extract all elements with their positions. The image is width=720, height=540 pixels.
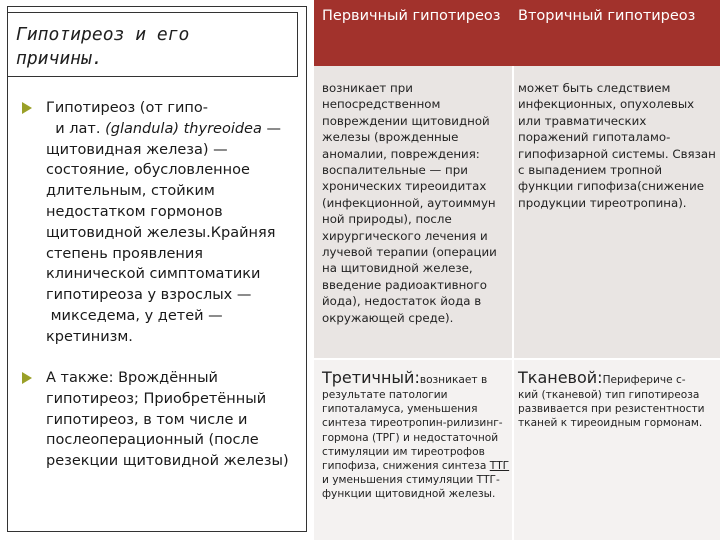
slide-title-line2: причины. [16, 48, 103, 69]
definition-part4: — щитовидная железа) — состояние, обусловленное длительным, стойким недостатком гормонов щитовидной железы.Крайняя степень проявления клинической симптоматики гипотиреоза у взрослых — [46, 120, 281, 304]
triangle-bullet-icon [22, 372, 32, 384]
cell-primary-text: возникает при непосредственном повреждении щитовидной железы (врожденные аномалии, повреждения: воспалительные — при хронических тиреоидитах (инфекционной, аутоиммун ной природы), после хирургического лечения и лучевой терапии (операции на щитовидной железе, введение радиоактивного йода), недостаток йода в окружающей среде). [322, 81, 497, 325]
definition-part1: Гипотиреоз (от гипо- [46, 100, 209, 116]
tertiary-text-b: и уменьшения стимуляции ТТГ-функции щитовидной железы. [322, 474, 500, 501]
tertiary-text-a: результате патологии гипоталамуса, уменьшения синтеза тиреотропин-рилизинг-гормона (ТРГ) и недостаточной стимуляции им тиреотрофов гипофиза, снижения синтеза [322, 389, 503, 473]
definition-part2: и лат. [46, 120, 106, 137]
cell-tertiary [322, 368, 512, 502]
triangle-bullet-icon [22, 102, 32, 114]
bullet-definition-text [46, 98, 296, 348]
column-divider [512, 66, 514, 540]
tertiary-lead: возникает в [419, 374, 488, 386]
header-primary: Первичный гипотиреоз [322, 8, 501, 24]
definition-latin: (glandula) thyreoidea [105, 120, 262, 137]
tissue-lead: Перифериче с- [602, 374, 686, 386]
header-secondary: Вторичный гипотиреоз [518, 8, 696, 24]
tertiary-title: Третичный: [322, 368, 420, 387]
hypothyroid-types-table [314, 0, 720, 540]
slide-title-line1: Гипотиреоз и его [16, 24, 190, 45]
cell-secondary-text: может быть следствием инфекционных, опухолевых или травматических поражений гипоталамо-гипофизарной системы. Связан с выпадением тропной функции гипофиза(снижение продукции тиреотропина). [518, 81, 716, 210]
tissue-text: кий (тканевой) тип гипотиреоза развивается при резистентности тканей к тиреоидным гормонам. [518, 389, 705, 430]
cell-tissue [518, 368, 718, 431]
bullet-also-text: А также: Врождённый гипотиреоз; Приобретённый гипотиреоз, в том числе и послеоперационный (после резекции щитовидной железы) [46, 370, 289, 470]
table-header-row [314, 0, 720, 66]
slide-title-box [7, 12, 298, 77]
tertiary-ttg: ТТГ [489, 460, 510, 473]
tissue-title: Тканевой: [518, 368, 603, 387]
definition-part5: микседема, у детей — кретинизм. [46, 307, 228, 345]
row-divider [314, 358, 720, 360]
